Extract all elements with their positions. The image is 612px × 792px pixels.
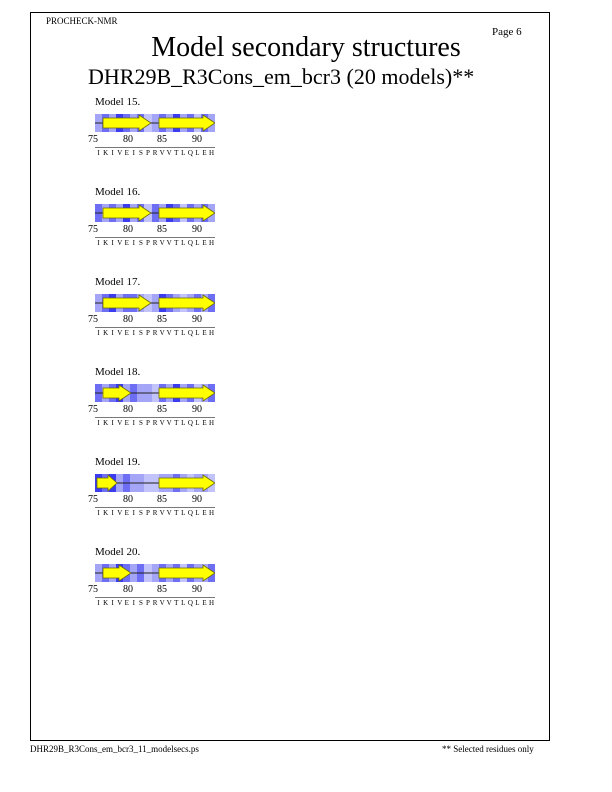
residue-letter: H bbox=[209, 599, 215, 607]
residue-letter: V bbox=[166, 239, 172, 247]
residue-tick-label: 75 bbox=[88, 134, 98, 145]
secondary-structure-overlay bbox=[95, 564, 215, 582]
residue-letter: L bbox=[181, 329, 186, 337]
program-name: PROCHECK-NMR bbox=[46, 16, 118, 26]
residue-letter: L bbox=[195, 329, 200, 337]
residue-letter: E bbox=[124, 329, 129, 337]
residue-letter: V bbox=[166, 149, 172, 157]
residue-number-axis bbox=[88, 494, 228, 506]
residue-letter: I bbox=[111, 329, 114, 337]
residue-letter: V bbox=[166, 329, 172, 337]
residue-number-axis bbox=[88, 404, 228, 416]
residue-letter: E bbox=[202, 419, 207, 427]
strand-arrow bbox=[159, 205, 215, 221]
residue-tick-label: 80 bbox=[123, 224, 133, 235]
residue-letter: R bbox=[152, 599, 158, 607]
residue-letter: V bbox=[117, 509, 123, 517]
residue-letter: E bbox=[124, 239, 129, 247]
residue-letter: T bbox=[174, 149, 179, 157]
residue-tick-label: 85 bbox=[157, 314, 167, 325]
residue-letter: I bbox=[97, 329, 100, 337]
residue-sequence bbox=[95, 149, 215, 157]
residue-letter: L bbox=[195, 419, 200, 427]
residue-letter: I bbox=[132, 599, 136, 607]
residue-letter: I bbox=[132, 329, 136, 337]
residue-letter: P bbox=[146, 329, 150, 337]
strand-arrow bbox=[159, 565, 215, 581]
strand-arrow bbox=[159, 475, 215, 491]
residue-letter: L bbox=[195, 509, 200, 517]
residue-letter: Q bbox=[187, 149, 193, 157]
secondary-structure-overlay bbox=[95, 114, 215, 132]
residue-letter: K bbox=[103, 239, 109, 247]
residue-letter: L bbox=[181, 419, 186, 427]
residue-letter: V bbox=[117, 239, 123, 247]
residue-letter: Q bbox=[187, 239, 193, 247]
residue-letter: S bbox=[138, 509, 143, 517]
residue-tick-label: 75 bbox=[88, 494, 98, 505]
residue-letter: Q bbox=[187, 599, 193, 607]
residue-letter: E bbox=[124, 599, 129, 607]
residue-letter: H bbox=[209, 149, 215, 157]
model-panel bbox=[88, 96, 248, 176]
residue-tick-label: 75 bbox=[88, 584, 98, 595]
model-label: Model 18. bbox=[95, 366, 141, 378]
strand-arrow bbox=[103, 295, 151, 311]
residue-letter: H bbox=[209, 419, 215, 427]
residue-letter: T bbox=[174, 239, 179, 247]
secondary-structure-overlay bbox=[95, 294, 215, 312]
residue-letter: E bbox=[202, 329, 207, 337]
footer-note: ** Selected residues only bbox=[442, 744, 534, 754]
sequence-divider bbox=[95, 147, 215, 148]
residue-letter: V bbox=[159, 239, 165, 247]
residue-letter: V bbox=[117, 329, 123, 337]
sequence-divider bbox=[95, 237, 215, 238]
residue-letter: S bbox=[138, 149, 143, 157]
residue-letter: R bbox=[152, 239, 158, 247]
residue-letter: I bbox=[111, 239, 114, 247]
residue-letter: H bbox=[209, 239, 215, 247]
residue-number-axis bbox=[88, 314, 228, 326]
strand-arrow bbox=[97, 475, 117, 491]
residue-letter: L bbox=[195, 149, 200, 157]
residue-letter: L bbox=[181, 509, 186, 517]
residue-letter: L bbox=[195, 599, 200, 607]
model-panel bbox=[88, 546, 248, 626]
residue-tick-label: 90 bbox=[192, 224, 202, 235]
residue-letter: K bbox=[103, 419, 109, 427]
residue-letter: E bbox=[202, 599, 207, 607]
residue-letter: L bbox=[195, 239, 200, 247]
residue-tick-label: 90 bbox=[192, 134, 202, 145]
residue-letter: H bbox=[209, 329, 215, 337]
model-label: Model 17. bbox=[95, 276, 141, 288]
residue-tick-label: 75 bbox=[88, 404, 98, 415]
model-label: Model 16. bbox=[95, 186, 141, 198]
residue-letter: I bbox=[97, 509, 100, 517]
residue-letter: V bbox=[166, 419, 172, 427]
strand-arrow bbox=[103, 565, 131, 581]
residue-letter: E bbox=[124, 509, 129, 517]
residue-tick-label: 75 bbox=[88, 314, 98, 325]
residue-tick-label: 85 bbox=[157, 584, 167, 595]
residue-tick-label: 80 bbox=[123, 494, 133, 505]
sequence-divider bbox=[95, 327, 215, 328]
residue-letter: I bbox=[111, 509, 114, 517]
residue-letter: L bbox=[181, 149, 186, 157]
strand-arrow bbox=[103, 115, 151, 131]
residue-letter: I bbox=[111, 599, 114, 607]
sequence-divider bbox=[95, 597, 215, 598]
residue-letter: S bbox=[138, 329, 143, 337]
residue-tick-label: 85 bbox=[157, 404, 167, 415]
model-panel bbox=[88, 456, 248, 536]
residue-letter: I bbox=[132, 239, 136, 247]
residue-tick-label: 80 bbox=[123, 584, 133, 595]
secondary-structure-overlay bbox=[95, 204, 215, 222]
residue-tick-label: 80 bbox=[123, 314, 133, 325]
secondary-structure-overlay bbox=[95, 384, 215, 402]
residue-letter: V bbox=[159, 599, 165, 607]
residue-letter: P bbox=[146, 599, 150, 607]
footer-filename: DHR29B_R3Cons_em_bcr3_11_modelsecs.ps bbox=[30, 744, 199, 754]
residue-letter: V bbox=[159, 149, 165, 157]
residue-letter: R bbox=[152, 419, 158, 427]
residue-tick-label: 85 bbox=[157, 494, 167, 505]
residue-letter: P bbox=[146, 419, 150, 427]
residue-letter: E bbox=[202, 149, 207, 157]
residue-letter: E bbox=[202, 509, 207, 517]
strand-arrow bbox=[159, 115, 215, 131]
residue-letter: Q bbox=[187, 419, 193, 427]
residue-letter: Q bbox=[187, 509, 193, 517]
residue-letter: K bbox=[103, 509, 109, 517]
residue-letter: V bbox=[159, 329, 165, 337]
residue-letter: V bbox=[166, 599, 172, 607]
model-panel bbox=[88, 186, 248, 266]
residue-tick-label: 90 bbox=[192, 314, 202, 325]
residue-sequence bbox=[95, 509, 215, 517]
residue-sequence bbox=[95, 239, 215, 247]
strand-arrow bbox=[159, 295, 215, 311]
residue-letter: P bbox=[146, 149, 150, 157]
residue-letter: L bbox=[181, 599, 186, 607]
residue-letter: V bbox=[117, 149, 123, 157]
residue-letter: I bbox=[97, 239, 100, 247]
residue-letter: H bbox=[209, 509, 215, 517]
residue-tick-label: 85 bbox=[157, 134, 167, 145]
model-panel bbox=[88, 276, 248, 356]
residue-letter: T bbox=[174, 509, 179, 517]
strand-arrow bbox=[159, 385, 215, 401]
residue-letter: P bbox=[146, 239, 150, 247]
residue-letter: L bbox=[181, 239, 186, 247]
residue-letter: V bbox=[159, 509, 165, 517]
residue-letter: S bbox=[138, 239, 143, 247]
sequence-divider bbox=[95, 507, 215, 508]
residue-letter: K bbox=[103, 329, 109, 337]
model-label: Model 15. bbox=[95, 96, 141, 108]
residue-letter: I bbox=[97, 419, 100, 427]
residue-letter: K bbox=[103, 599, 109, 607]
model-label: Model 20. bbox=[95, 546, 141, 558]
residue-sequence bbox=[95, 419, 215, 427]
residue-letter: S bbox=[138, 419, 143, 427]
residue-letter: E bbox=[124, 149, 129, 157]
residue-letter: V bbox=[166, 509, 172, 517]
residue-tick-label: 75 bbox=[88, 224, 98, 235]
strand-arrow bbox=[103, 205, 151, 221]
residue-letter: T bbox=[174, 599, 179, 607]
residue-letter: S bbox=[138, 599, 143, 607]
residue-letter: E bbox=[124, 419, 129, 427]
residue-number-axis bbox=[88, 584, 228, 596]
sequence-divider bbox=[95, 417, 215, 418]
model-panel bbox=[88, 366, 248, 446]
residue-letter: E bbox=[202, 239, 207, 247]
residue-tick-label: 80 bbox=[123, 404, 133, 415]
model-label: Model 19. bbox=[95, 456, 141, 468]
residue-letter: I bbox=[97, 149, 100, 157]
residue-letter: I bbox=[132, 509, 136, 517]
page-number: Page 6 bbox=[492, 26, 522, 38]
residue-number-axis bbox=[88, 134, 228, 146]
residue-tick-label: 90 bbox=[192, 584, 202, 595]
residue-letter: V bbox=[117, 599, 123, 607]
residue-letter: T bbox=[174, 329, 179, 337]
residue-letter: I bbox=[111, 419, 114, 427]
page-title: Model secondary structures bbox=[151, 32, 461, 63]
residue-letter: Q bbox=[187, 329, 193, 337]
residue-tick-label: 85 bbox=[157, 224, 167, 235]
residue-letter: K bbox=[103, 149, 109, 157]
residue-letter: R bbox=[152, 329, 158, 337]
residue-letter: R bbox=[152, 149, 158, 157]
residue-sequence bbox=[95, 599, 215, 607]
residue-letter: I bbox=[97, 599, 100, 607]
residue-letter: V bbox=[117, 419, 123, 427]
residue-letter: I bbox=[132, 149, 136, 157]
residue-tick-label: 90 bbox=[192, 494, 202, 505]
secondary-structure-overlay bbox=[95, 474, 215, 492]
residue-number-axis bbox=[88, 224, 228, 236]
residue-letter: V bbox=[159, 419, 165, 427]
residue-tick-label: 80 bbox=[123, 134, 133, 145]
residue-letter: P bbox=[146, 509, 150, 517]
residue-letter: T bbox=[174, 419, 179, 427]
residue-sequence bbox=[95, 329, 215, 337]
strand-arrow bbox=[103, 385, 131, 401]
residue-letter: I bbox=[132, 419, 136, 427]
residue-letter: R bbox=[152, 509, 158, 517]
residue-tick-label: 90 bbox=[192, 404, 202, 415]
page-subtitle: DHR29B_R3Cons_em_bcr3 (20 models)** bbox=[88, 64, 475, 89]
residue-letter: I bbox=[111, 149, 114, 157]
